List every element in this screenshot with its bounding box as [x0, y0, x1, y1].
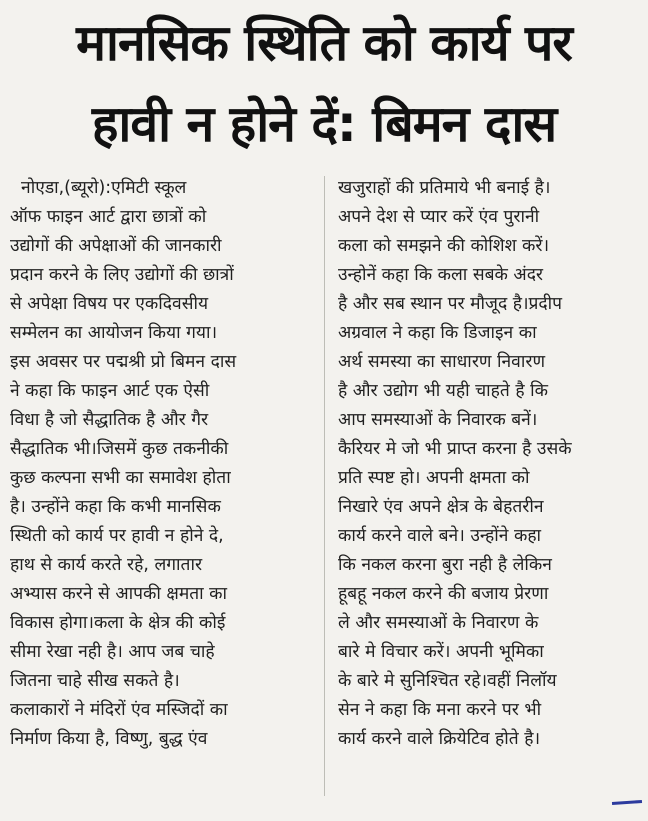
- article-line: अर्थ समस्या का साधारण निवारण: [338, 352, 546, 372]
- article-right-column: [338, 174, 638, 754]
- article-line: आप समस्याओं के निवारक बनें।: [338, 410, 538, 430]
- article-line: अग्रवाल ने कहा कि डिजाइन का: [338, 323, 537, 343]
- article-line: सम्मेलन का आयोजन किया गया।: [10, 323, 218, 343]
- article-line: से अपेक्षा विषय पर एकदिवसीय: [10, 294, 209, 314]
- article-line: इस अवसर पर पद्मश्री प्रो बिमन दास: [10, 352, 237, 372]
- article-line: उन्होनें कहा कि कला सबके अंदर: [338, 265, 544, 285]
- article-line: सेन ने कहा कि मना करने पर भी: [338, 700, 542, 720]
- article-line: निर्माण किया है, विष्णु, बुद्ध एंव: [10, 729, 208, 749]
- pen-mark: [612, 800, 642, 805]
- article-left-column: [10, 174, 310, 754]
- article-line: सीमा रेखा नही है। आप जब चाहे: [10, 642, 215, 662]
- article-line: हूबहू नकल करने की बजाय प्रेरणा: [338, 584, 549, 604]
- article-line: बारे मे विचार करें। अपनी भूमिका: [338, 642, 544, 662]
- article-line: कैरियर मे जो भी प्राप्त करना है उसके: [338, 439, 572, 459]
- article-line: स्थिती को कार्य पर हावी न होने दे,: [10, 526, 224, 546]
- article-line: खजुराहों की प्रतिमाये भी बनाई है।: [338, 178, 551, 198]
- column-divider: [324, 176, 325, 796]
- article-line: प्रति स्पष्ट हो। अपनी क्षमता को: [338, 468, 530, 488]
- article-line: कला को समझने की कोशिश करें।: [338, 236, 550, 256]
- article-line: कि नकल करना बुरा नही है लेकिन: [338, 555, 552, 575]
- article-line: ने कहा कि फाइन आर्ट एक ऐसी: [10, 381, 210, 401]
- article-line: है और उद्योग भी यही चाहते है कि: [338, 381, 548, 401]
- article-line: कलाकारों ने मंदिरों एंव मस्जिदों का: [10, 700, 228, 720]
- article-line: है और सब स्थान पर मौजूद है।प्रदीप: [338, 294, 563, 314]
- article-line: विधा है जो सैद्धातिक है और गैर: [10, 410, 209, 430]
- article-line: कार्य करने वाले बने। उन्होंने कहा: [338, 526, 542, 546]
- article-line: विकास होगा।कला के क्षेत्र की कोई: [10, 613, 226, 633]
- article-line: जितना चाहे सीख सकते है।: [10, 671, 180, 691]
- article-line: नोएडा,(ब्यूरो):एमिटी स्कूल: [10, 178, 187, 198]
- article-line: के बारे मे सुनिश्चित रहे।वहीं निलॉय: [338, 671, 557, 691]
- article-line: कुछ कल्पना सभी का समावेश होता: [10, 468, 231, 488]
- article-line: कार्य करने वाले क्रियेटिव होते है।: [338, 729, 541, 749]
- article-line: उद्योगों की अपेक्षाओं की जानकारी: [10, 236, 222, 256]
- article-line: ऑफ फाइन आर्ट द्वारा छात्रों को: [10, 207, 207, 227]
- article-line: निखारे एंव अपने क्षेत्र के बेहतरीन: [338, 497, 544, 517]
- article-line: सैद्धातिक भी।जिसमें कुछ तकनीकी: [10, 439, 229, 459]
- headline-line-2: हावी न होने दें: बिमन दास: [91, 95, 557, 153]
- headline-line-1: मानसिक स्थिति को कार्य पर: [76, 14, 572, 72]
- article-line: है। उन्होंने कहा कि कभी मानसिक: [10, 497, 221, 517]
- article-line: अपने देश से प्यार करें एंव पुरानी: [338, 207, 540, 227]
- article-line: हाथ से कार्य करते रहे, लगातार: [10, 555, 203, 575]
- article-line: अभ्यास करने से आपकी क्षमता का: [10, 584, 228, 604]
- article-line: ले और समस्याओं के निवारण के: [338, 613, 539, 633]
- article-line: प्रदान करने के लिए उद्योगों की छात्रों: [10, 265, 234, 285]
